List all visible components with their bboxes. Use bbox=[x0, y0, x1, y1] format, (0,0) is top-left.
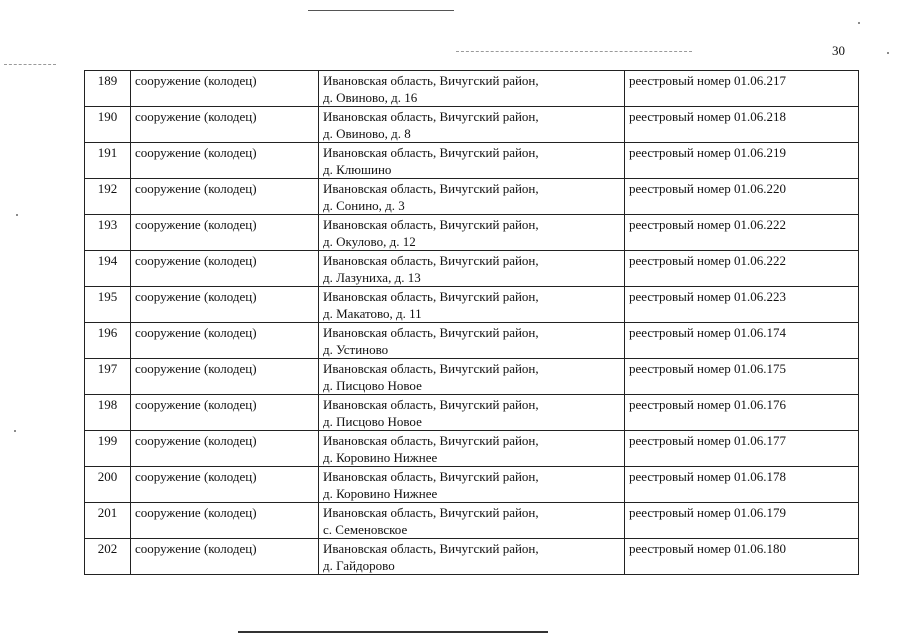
object-type-cell: сооружение (колодец) bbox=[131, 359, 319, 395]
registry-number-cell: реестровый номер 01.06.223 bbox=[625, 287, 859, 323]
row-number-cell: 198 bbox=[85, 395, 131, 431]
table-row bbox=[85, 71, 859, 107]
registry-number-cell: реестровый номер 01.06.174 bbox=[625, 323, 859, 359]
table-row bbox=[85, 323, 859, 359]
object-type-cell: сооружение (колодец) bbox=[131, 215, 319, 251]
object-type-cell: сооружение (колодец) bbox=[131, 395, 319, 431]
registry-number-cell: реестровый номер 01.06.218 bbox=[625, 107, 859, 143]
address-cell bbox=[319, 467, 625, 503]
object-type-cell: сооружение (колодец) bbox=[131, 323, 319, 359]
registry-number-cell: реестровый номер 01.06.217 bbox=[625, 71, 859, 107]
address-region-line: Ивановская область, Вичугский район, bbox=[323, 505, 539, 520]
object-type-cell: сооружение (колодец) bbox=[131, 71, 319, 107]
address-locality-line: д. Макатово, д. 11 bbox=[323, 306, 422, 321]
object-type-cell: сооружение (колодец) bbox=[131, 179, 319, 215]
scan-dash-left bbox=[4, 64, 56, 66]
address-locality-line: д. Лазуниха, д. 13 bbox=[323, 270, 421, 285]
address-region-line: Ивановская область, Вичугский район, bbox=[323, 289, 539, 304]
object-type-cell: сооружение (колодец) bbox=[131, 251, 319, 287]
row-number-cell: 190 bbox=[85, 107, 131, 143]
address-locality-line: д. Овиново, д. 8 bbox=[323, 126, 411, 141]
address-cell bbox=[319, 539, 625, 575]
row-number-cell: 192 bbox=[85, 179, 131, 215]
address-region-line: Ивановская область, Вичугский район, bbox=[323, 145, 539, 160]
address-locality-line: д. Коровино Нижнее bbox=[323, 486, 438, 501]
table-row bbox=[85, 287, 859, 323]
registry-table-body bbox=[85, 71, 859, 575]
object-type-cell: сооружение (колодец) bbox=[131, 287, 319, 323]
address-region-line: Ивановская область, Вичугский район, bbox=[323, 217, 539, 232]
address-region-line: Ивановская область, Вичугский район, bbox=[323, 325, 539, 340]
table-row bbox=[85, 107, 859, 143]
address-region-line: Ивановская область, Вичугский район, bbox=[323, 397, 539, 412]
registry-table bbox=[84, 70, 859, 575]
address-locality-line: д. Коровино Нижнее bbox=[323, 450, 438, 465]
row-number-cell: 195 bbox=[85, 287, 131, 323]
table-row bbox=[85, 395, 859, 431]
address-locality-line: д. Писцово Новое bbox=[323, 414, 422, 429]
table-row bbox=[85, 251, 859, 287]
row-number-cell: 194 bbox=[85, 251, 131, 287]
table-row bbox=[85, 467, 859, 503]
address-region-line: Ивановская область, Вичугский район, bbox=[323, 73, 539, 88]
scan-line-bottom bbox=[238, 631, 548, 633]
address-cell bbox=[319, 251, 625, 287]
address-cell bbox=[319, 395, 625, 431]
address-cell bbox=[319, 179, 625, 215]
table-row bbox=[85, 503, 859, 539]
row-number-cell: 201 bbox=[85, 503, 131, 539]
row-number-cell: 191 bbox=[85, 143, 131, 179]
registry-number-cell: реестровый номер 01.06.179 bbox=[625, 503, 859, 539]
row-number-cell: 200 bbox=[85, 467, 131, 503]
address-locality-line: д. Писцово Новое bbox=[323, 378, 422, 393]
address-cell bbox=[319, 287, 625, 323]
registry-number-cell: реестровый номер 01.06.178 bbox=[625, 467, 859, 503]
address-region-line: Ивановская область, Вичугский район, bbox=[323, 181, 539, 196]
scan-dot-3 bbox=[16, 214, 18, 216]
address-cell bbox=[319, 215, 625, 251]
table-row bbox=[85, 143, 859, 179]
row-number-cell: 199 bbox=[85, 431, 131, 467]
address-region-line: Ивановская область, Вичугский район, bbox=[323, 433, 539, 448]
registry-number-cell: реестровый номер 01.06.175 bbox=[625, 359, 859, 395]
row-number-cell: 189 bbox=[85, 71, 131, 107]
address-cell bbox=[319, 71, 625, 107]
address-locality-line: д. Окулово, д. 12 bbox=[323, 234, 416, 249]
registry-number-cell: реестровый номер 01.06.222 bbox=[625, 251, 859, 287]
table-row bbox=[85, 179, 859, 215]
registry-number-cell: реестровый номер 01.06.177 bbox=[625, 431, 859, 467]
address-locality-line: д. Гайдорово bbox=[323, 558, 395, 573]
scan-line-top bbox=[308, 10, 454, 11]
registry-number-cell: реестровый номер 01.06.220 bbox=[625, 179, 859, 215]
address-region-line: Ивановская область, Вичугский район, bbox=[323, 361, 539, 376]
address-region-line: Ивановская область, Вичугский район, bbox=[323, 469, 539, 484]
object-type-cell: сооружение (колодец) bbox=[131, 107, 319, 143]
registry-number-cell: реестровый номер 01.06.219 bbox=[625, 143, 859, 179]
page-number: 30 bbox=[832, 43, 845, 58]
address-cell bbox=[319, 143, 625, 179]
row-number-cell: 193 bbox=[85, 215, 131, 251]
object-type-cell: сооружение (колодец) bbox=[131, 143, 319, 179]
table-row bbox=[85, 359, 859, 395]
row-number-cell: 196 bbox=[85, 323, 131, 359]
object-type-cell: сооружение (колодец) bbox=[131, 431, 319, 467]
address-cell bbox=[319, 323, 625, 359]
scan-dot-4 bbox=[14, 430, 16, 432]
registry-number-cell: реестровый номер 01.06.176 bbox=[625, 395, 859, 431]
address-locality-line: с. Семеновское bbox=[323, 522, 408, 537]
table-row bbox=[85, 539, 859, 575]
address-locality-line: д. Клюшино bbox=[323, 162, 392, 177]
address-region-line: Ивановская область, Вичугский район, bbox=[323, 253, 539, 268]
registry-number-cell: реестровый номер 01.06.180 bbox=[625, 539, 859, 575]
scan-dot-1 bbox=[858, 22, 860, 24]
object-type-cell: сооружение (колодец) bbox=[131, 467, 319, 503]
registry-number-cell: реестровый номер 01.06.222 bbox=[625, 215, 859, 251]
address-locality-line: д. Сонино, д. 3 bbox=[323, 198, 405, 213]
object-type-cell: сооружение (колодец) bbox=[131, 539, 319, 575]
address-cell bbox=[319, 359, 625, 395]
table-row bbox=[85, 215, 859, 251]
address-region-line: Ивановская область, Вичугский район, bbox=[323, 541, 539, 556]
address-cell bbox=[319, 503, 625, 539]
address-cell bbox=[319, 107, 625, 143]
address-locality-line: д. Устиново bbox=[323, 342, 389, 357]
table-row bbox=[85, 431, 859, 467]
address-locality-line: д. Овиново, д. 16 bbox=[323, 90, 418, 105]
row-number-cell: 197 bbox=[85, 359, 131, 395]
scan-dash-top bbox=[456, 51, 692, 53]
object-type-cell: сооружение (колодец) bbox=[131, 503, 319, 539]
address-cell bbox=[319, 431, 625, 467]
scan-dot-2 bbox=[887, 52, 889, 54]
address-region-line: Ивановская область, Вичугский район, bbox=[323, 109, 539, 124]
row-number-cell: 202 bbox=[85, 539, 131, 575]
